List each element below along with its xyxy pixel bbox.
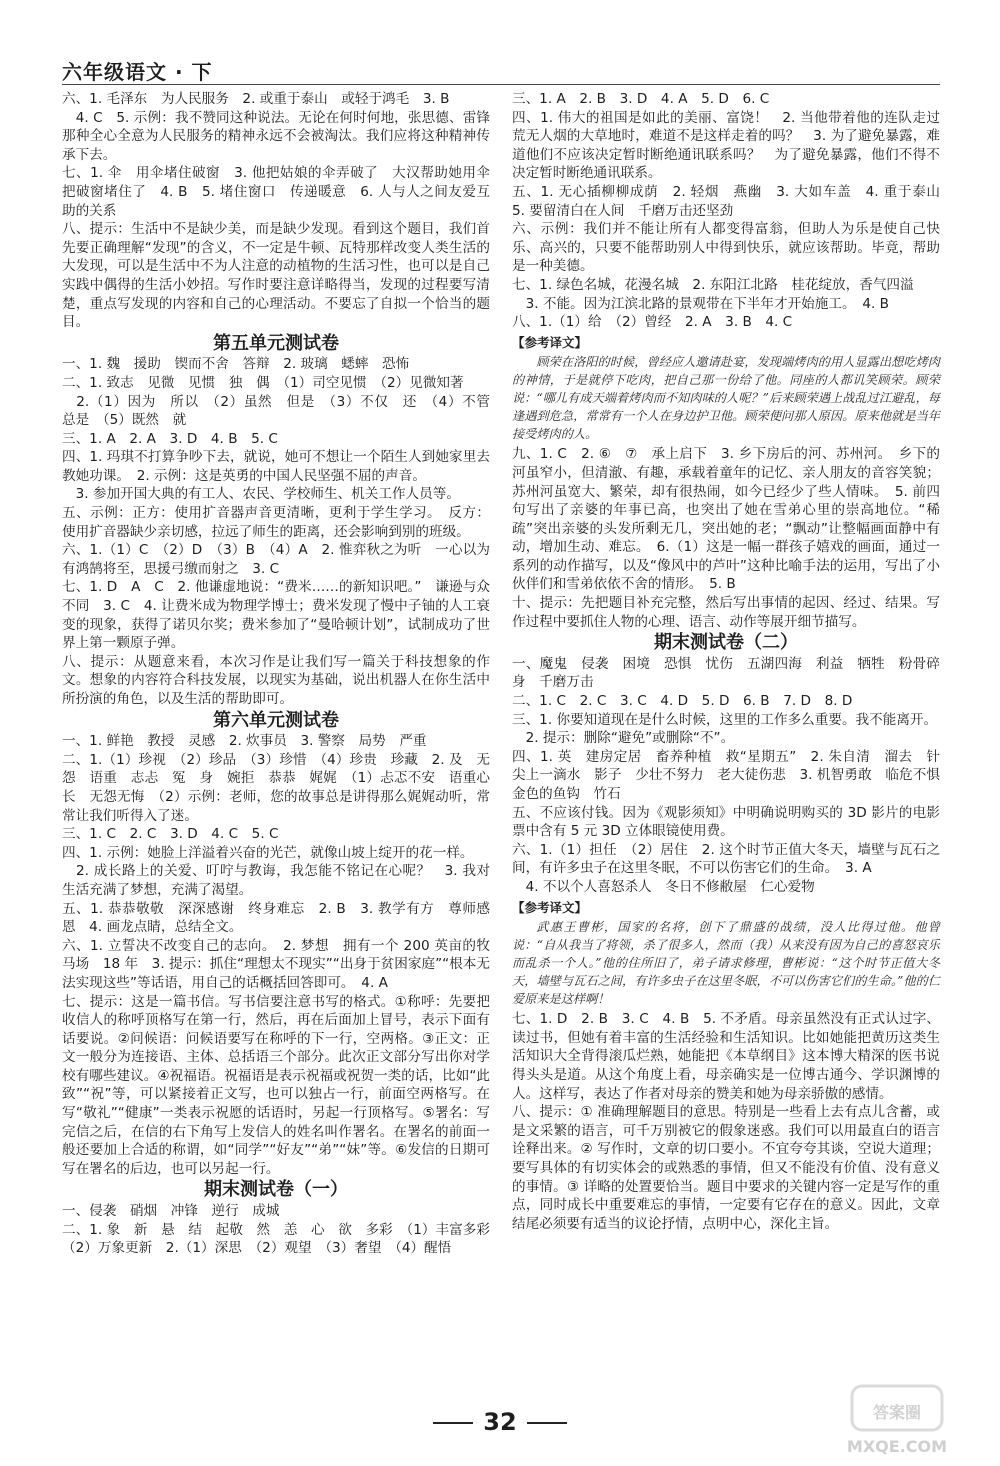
- answer-paragraph: 3. 不能。因为江滨北路的景观带在下半年才开始施工。 4. B: [512, 295, 889, 312]
- answer-paragraph: 2. 提示：删除“避免”或删除“不”。: [512, 730, 735, 747]
- page-number: 32: [483, 1408, 517, 1436]
- watermark-logo-label: 答案圈: [872, 1403, 922, 1422]
- answer-paragraph: 六、1. 毛泽东 为人民服务 2. 或重于泰山 或轻于鸿毛 3. B: [62, 91, 450, 107]
- answer-paragraph: 四、1. 玛琪不打算争吵下去，就说，她可不想让一个陌生人到她家里去教她功课。 2. 示例：这是英勇的中国人民坚强不屈的声音。: [62, 449, 490, 484]
- answer-paragraph: 二、1.（1）珍视 （2）珍品 （3）珍惜 （4）珍贵 珍藏 2. 及 无怨 语重 志忐 冤 身 婉拒 恭恭 娓娓 （1）忐忑不安 语重心长 无怨无悔 （2）示例：老师，您的故事总是讲得那么娓娓动听，常常让我们听得入了迷。: [62, 751, 490, 824]
- answer-paragraph: 八、提示：生活中不是缺少美，而是缺少发现。看到这个题目，我们首先要正确理解“发现”的含义，不一定是牛顿、瓦特那样改变人类生活的大发现，可以是生活中不为人注意的动植物的生活习性，也可以是自己实践中偶得的生活小妙招。写作时要注意详略得当，发现的过程要写清楚，重点写发现的内容和自己的心理活动。不要忘了自拟一个恰当的题目。: [62, 221, 490, 331]
- answer-paragraph: 4. 不以个人喜怒杀人 冬日不修敝屋 仁心爱物: [512, 878, 815, 895]
- section-title: 期末测试卷（一）: [204, 1179, 348, 1201]
- answer-paragraph: 三、1. 你要知道现在是什么时候，这里的工作多么重要。我不能离开。: [512, 711, 938, 728]
- answer-paragraph: 一、1. 魏 援助 锲而不舍 答辩 2. 玻璃 蟋蟀 恐怖: [62, 356, 410, 373]
- answer-paragraph: 八、1.（1）给 （2）曾经 2. A 3. B 4. C: [512, 314, 793, 331]
- answer-paragraph: 五、示例：正方：使用扩音器声音更清晰，更利于学生学习。 反方：使用扩音器缺少亲切感，拉远了师生的距离，还会影响到别的班级。: [62, 505, 490, 540]
- answer-paragraph: 六、1. 立誓决不改变自己的志向。 2. 梦想 拥有一个 200 英亩的牧马场 18 年 3. 提示：抓住“理想太不现实”“出身于贫困家庭”“根本无法实现这些”等话语，用自己的话概括回答即可。 4. A: [62, 937, 490, 991]
- answer-paragraph: 2. 成长路上的关爱、叮咛与教诲，我怎能不铭记在心呢？ 3. 我对生活充满了梦想，充满了渴望。: [62, 863, 490, 898]
- reference-translation-heading: 【参考译文】: [512, 899, 588, 915]
- answer-paragraph: 八、提示：① 准确理解题目的意思。特别是一些看上去有点儿含蓄，或是文采繁的语言，可千万别被它的假象迷惑。我们可以用最直白的语言诠释出来。② 写作时，文章的切口要小。不宜夸夸其谈，空说大道理；要写具体的有切实体会的或熟悉的事情，但又不能没有价值、没有意义的事情。③ 详略的处置要恰当。题目中要求的关键内容一定是写作的重点，同时成长中重要难忘的事情，一定要有它存在的意义。因此，文章结尾必须要有适当的议论抒情，点明中心，深化主旨。: [512, 1104, 940, 1232]
- answer-paragraph: 八、提示：从题意来看，本次习作是让我们写一篇关于科技想象的作文。想象的内容符合科技发展，以现实为基础，说出机器人在你生活中所扮演的角色，以及生活的帮助即可。: [62, 653, 490, 707]
- answer-paragraph: 五、1. 无心插柳柳成荫 2. 轻烟 燕幽 3. 大如车盖 4. 重于泰山 5. 要留清白在人间 千磨万击还坚劲: [512, 183, 954, 219]
- answer-paragraph: 三、1. A 2. B 3. D 4. A 5. D 6. C: [512, 91, 770, 107]
- answer-paragraph: 2.（1）因为 所以 （2）虽然 但是 （3）不仅 还 （4）不管 总是 （5）既然 就: [62, 393, 504, 429]
- footer-dash-right: [527, 1422, 567, 1424]
- page-header-title: 六年级语文 · 下: [62, 60, 213, 84]
- answer-paragraph: 二、1. C 2. C 3. C 4. D 5. D 6. B 7. D 8. D: [512, 693, 853, 710]
- answer-paragraph: 七、1. 绿色名城，花漫名城 2. 东阳江北路 桂花绽放，香气四溢: [512, 276, 914, 293]
- answer-paragraph: 五、1. 恭恭敬敬 深深感谢 终身难忘 2. B 3. 教学有方 尊师感恩 4. 画龙点睛，总结全文。: [62, 900, 490, 936]
- answer-paragraph: 四、1. 伟大的祖国是如此的美丽、富饶！ 2. 当他带着他的连队走过荒无人烟的大草地时，难道不是这样走着的吗？ 3. 为了避免暴露，难道他们不应该决定暂时断绝通讯联系吗？ 为了避免暴露，他们不得不决定暂时断绝通讯联系。: [512, 109, 940, 182]
- watermark-logo: [802, 1382, 992, 1460]
- answer-paragraph: 4. C 5. 示例：我不赞同这种说法。无论在何时何地，张思德、雷锋那种全心全意为人民服务的精神永远不会被淘汰。我们应将这种精神传承下去。: [62, 109, 490, 163]
- answer-paragraph: 六、示例：我们并不能让所有人都变得富翁，但助人为乐是使自己快乐、高兴的，只要不能帮助别人中得到快乐，就应该帮助。毕竟，帮助是一种美德。: [512, 221, 940, 275]
- answer-paragraph: 三、1. A 2. A 3. D 4. B 5. C: [62, 430, 278, 447]
- answer-paragraph: 六、1.（1）C （2）D （3）B （4）A 2. 惟弈秋之为听 一心以为有鸿鹄将至，思援弓缴而射之 3. C: [62, 542, 490, 577]
- answer-paragraph: 六、1.（1）担任 （2）居住 2. 这个时节正值大冬天，墙壁与瓦石之间，有许多虫子在这里冬眠，不可以伤害它们的生命。 3. A: [512, 841, 940, 877]
- footer-dash-left: [433, 1422, 473, 1424]
- answer-paragraph: 九、1. C 2. ⑥ ⑦ 承上启下 3. 乡下房后的河、苏州河。 乡下的河虽窄小，但清澈、有趣，承载着童年的记忆、亲人朋友的音容笑貌；苏州河虽宽大、繁荣，却有很热闹，如今已经少了些人情味。 5. 前四句写出了亲婆的年事已高，也突出了她在雪弟心里的崇高地位。“稀疏”突出亲婆的头发所剩无几，突出她的老；“飘动”让整幅画面静中有动，增加生动、难忘。 6.（1）这是一幅一群孩子嬉戏的画面，通过一系列的动作描写，以及“像风中的芦叶”这种比喻手法的运用，写出了小伙伴们和雪弟依依不舍的情形。 5. B: [512, 446, 940, 593]
- answer-paragraph: 二、1. 致志 见微 见惯 独 偶 （1）司空见惯 （2）见微知著: [62, 374, 464, 391]
- answer-paragraph: 三、1. C 2. C 3. D 4. C 5. C: [62, 826, 279, 843]
- section-title: 第六单元测试卷: [213, 709, 339, 731]
- header-divider: [62, 84, 940, 85]
- answer-paragraph: 五、不应该付钱。因为《观影须知》中明确说明购买的 3D 影片的电影票中含有 5 元 3D 立体眼镜使用费。: [512, 804, 940, 840]
- reference-translation-text: 武惠王曹彬，国家的名将，创下了鼎盛的战绩，没人比得过他。他曾说：“自从我当了将领，杀了很多人，然而（我）从来没有因为自己的喜怒哀乐而乱杀一个人。”他的住所旧了，弟子请求修理，曹彬说：“这个时节正值大冬天，墙壁与瓦石之间，有许多虫子在这里冬眠，不可以伤害它们的生命。”他的仁爱原来是这样啊！: [512, 920, 940, 1007]
- left-column: [62, 90, 504, 1258]
- answer-paragraph: 四、1. 英 建房定居 畜养种植 救“星期五” 2. 朱自清 溜去 针尖上一滴水 影子 少壮不努力 老大徒伤悲 3. 机智勇敢 临危不惧 金色的鱼钩 竹石: [512, 748, 954, 802]
- answer-paragraph: 一、1. 鲜艳 教授 灵感 2. 炊事员 3. 警察 局势 严重: [62, 733, 427, 750]
- section-title: 第五单元测试卷: [213, 332, 339, 354]
- answer-paragraph: 3. 参加开国大典的有工人、农民、学校师生、机关工作人员等。: [62, 486, 460, 503]
- section-title: 期末测试卷（二）: [654, 632, 798, 654]
- answer-paragraph: 七、1. D A C 2. 他谦虚地说：“费米……的新知识吧。” 谦逊与众不同 3. C 4. 让费米成为物理学博士；费米发现了慢中子铀的人工衰变的现象，获得了诺贝尔奖；费米参加了“曼哈顿计划”，试制成功了世界上第一颗原子弹。: [62, 579, 490, 652]
- answer-paragraph: 十、提示：先把题目补充完整，然后写出事情的起因、经过、结果。写作过程中要抓住人物的心理、语言、动作等展开细节描写。: [512, 595, 940, 630]
- answer-paragraph: 七、1. 伞 用伞堵住破窗 3. 他把姑娘的伞弄破了 大汉帮助她用伞把破窗堵住了 4. B 5. 堵住窗口 传递暖意 6. 人与人之间友爱互助的关系: [62, 165, 490, 219]
- answer-paragraph: 二、1. 象 新 悬 结 起敬 然 恙 心 欲 多彩 （1）丰富多彩 （2）万象更新 2.（1）深思 （2）观望 （3）奢望 （4）醒悟: [62, 1221, 504, 1257]
- answer-paragraph: 四、1. 示例：她脸上洋溢着兴奋的光芒，就像山坡上绽开的花一样。: [62, 844, 474, 861]
- right-column: [512, 90, 954, 1233]
- reference-translation-text: 顾荣在洛阳的时候，曾经应人邀请赴宴，发现端烤肉的用人显露出想吃烤肉的神情，于是就停下吃肉，把自己那一份给了他。同座的人都讥笑顾荣。顾荣说：“哪儿有成天端着烤肉而不知肉味的人呢？”后来顾荣遇上战乱过江避乱，每逢遇到危急，常常有一个人在身边护卫他。顾荣便问那人原因。原来他就是当年接受烤肉的人。: [512, 355, 940, 442]
- reference-translation-heading: 【参考译文】: [512, 334, 588, 350]
- answer-paragraph: 一、魔鬼 侵袭 困境 恐惧 忧伤 五湖四海 利益 牺牲 粉骨碎身 千磨万击: [512, 655, 940, 691]
- answer-paragraph: 七、提示：这是一篇书信。写书信要注意书写的格式。①称呼：先要把收信人的称呼顶格写在第一行，然后，再在后面加上冒号，表示下面有话要说。②问候语：问候语要写在称呼的下一行，空两格。③正文：正文一般分为连接语、主体、总括语三个部分。此次正文部分写出你对学校有哪些建议。④祝福语。祝福语是表示祝福或祝贺一类的话，比如“此致”“祝”等，可以紧接着正文写，也可以独占一行，前面空两格写。在写“敬礼”“健康”一类表示祝愿的话语时，另起一行顶格写。⑤署名：写完信之后，在信的右下角写上发信人的姓名叫作署名。在署名的前面一般还要加上合适的称谓，如“同学”“好友”“弟”“妹”等。⑥发信的日期可写在署名的后边，也可以另起一行。: [62, 993, 490, 1177]
- answer-paragraph: 一、侵袭 硝烟 冲锋 逆行 成城: [62, 1203, 280, 1220]
- watermark-text: MXQE.COM: [846, 1437, 948, 1456]
- answer-paragraph: 七、1. D 2. B 3. C 4. B 5. 不矛盾。母亲虽然没有正式认过字、读过书，但她有着丰富的生活经验和生活知识。比如她能把黄历这类生活知识大全背得滚瓜烂熟，她能把《本草纲目》这本博大精深的医书说得头头是道。从这个角度上看，母亲确实是一位博古通今、学识渊博的人。这样写，表达了作者对母亲的赞美和她为母亲骄傲的感情。: [512, 1011, 940, 1102]
